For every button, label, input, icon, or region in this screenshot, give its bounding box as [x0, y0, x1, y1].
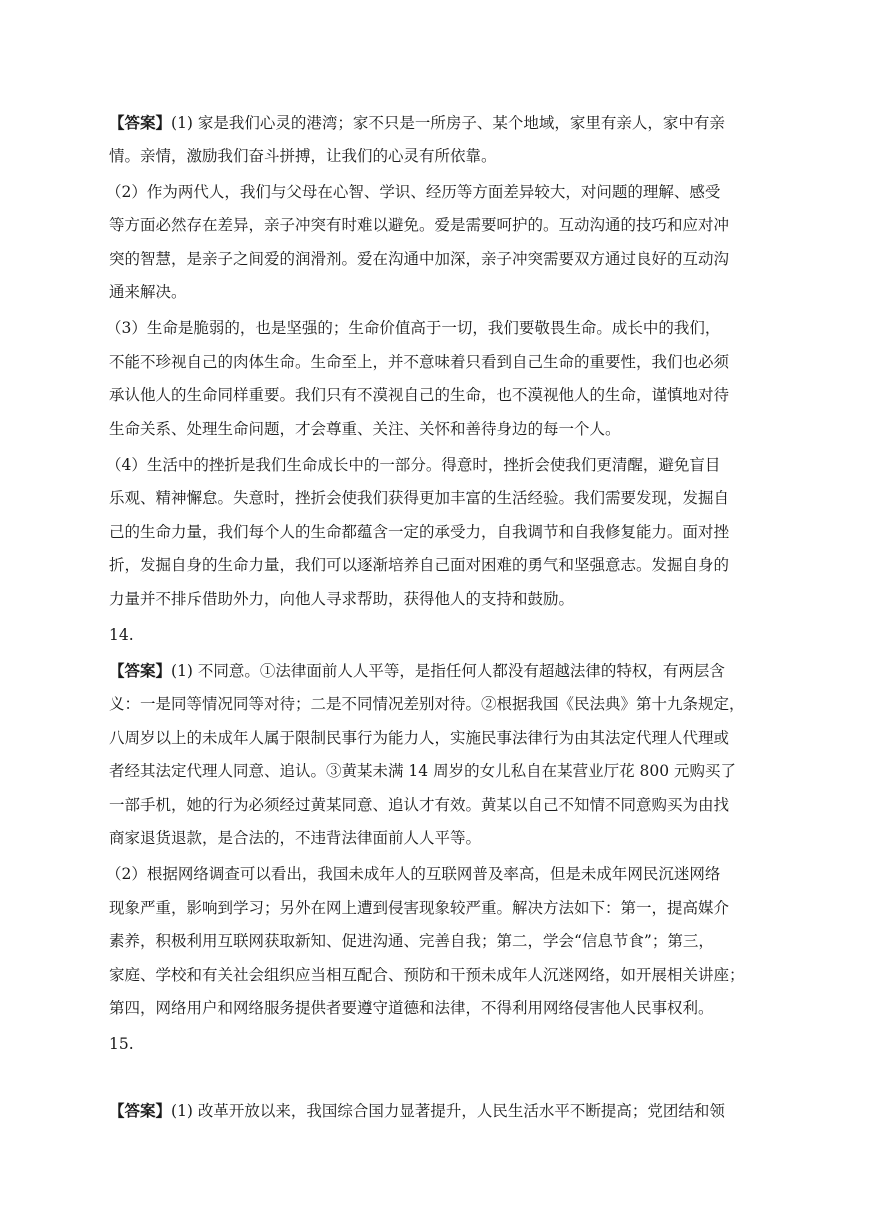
text-line: 生命关系、处理生命问题，才会尊重、关注、关怀和善待身边的每一个人。: [109, 420, 621, 438]
text-line: 现象严重，影响到学习；另外在网上遭到侵害现象较严重。解决方法如下：第一，提高媒介: [109, 899, 730, 917]
question-number: 14.: [109, 626, 134, 644]
text-line: 者经其法定代理人同意、追认。③黄某未满 14 周岁的女儿私自在某营业厅花 800 元购买了: [109, 762, 737, 780]
answer-label: 【答案】: [109, 661, 172, 680]
text-line: 力量并不排斥借助外力，向他人寻求帮助，获得他人的支持和鼓励。: [109, 590, 575, 608]
question-number: 15.: [109, 1035, 134, 1053]
text-line: 乐观、精神懈怠。失意时，挫折会使我们获得更加丰富的生活经验。我们需要发现，发掘自: [109, 489, 730, 507]
answer-text: (1) 不同意。①法律面前人人平等，是指任何人都没有超越法律的特权，有两层含: [171, 662, 725, 680]
text-line: 义：一是同等情况同等对待；二是不同情况差别对待。②根据我国《民法典》第十九条规定，: [109, 695, 745, 713]
text-line: （4）生活中的挫折是我们生命成长中的一部分。得意时，挫折会使我们更清醒，避免盲目: [106, 456, 721, 474]
answer-text: (1) 家是我们心灵的港湾；家不只是一所房子、某个地域，家里有亲人，家中有亲: [171, 114, 725, 132]
text-line: 情。亲情，激励我们奋斗拼搏，让我们的心灵有所依靠。: [109, 147, 497, 165]
text-line: （2）根据网络调查可以看出，我国未成年人的互联网普及率高，但是未成年网民沉迷网络: [106, 865, 721, 883]
answer-text: (1) 改革开放以来，我国综合国力显著提升，人民生活水平不断提高；党团结和领: [171, 1102, 725, 1120]
text-line: （3）生命是脆弱的，也是坚强的；生命价值高于一切，我们要敬畏生命。成长中的我们，: [106, 319, 721, 337]
text-line: 不能不珍视自己的肉体生命。生命至上，并不意味着只看到自己生命的重要性，我们也必须: [109, 353, 730, 371]
answer-line: [109, 660, 769, 682]
text-line: 家庭、学校和有关社会组织应当相互配合、预防和干预未成年人沉迷网络，如开展相关讲座；: [109, 966, 745, 984]
text-line: 折，发掘自身的生命力量，我们可以逐渐培养自己面对困难的勇气和坚强意志。发掘自身的: [109, 556, 730, 574]
text-line: 承认他人的生命同样重要。我们只有不漠视自己的生命，也不漠视他人的生命，谨慎地对待: [109, 386, 730, 404]
text-line: 第四，网络用户和网络服务提供者要遵守道德和法律，不得利用网络侵害他人民事权利。: [109, 999, 714, 1017]
text-line: （2）作为两代人，我们与父母在心智、学识、经历等方面差异较大，对问题的理解、感受: [106, 183, 721, 201]
answer-label: 【答案】: [109, 113, 172, 132]
text-line: 等方面必然存在差异，亲子冲突有时难以避免。爱是需要呵护的。互动沟通的技巧和应对冲: [109, 216, 730, 234]
text-line: 一部手机，她的行为必须经过黄某同意、追认才有效。黄某以自己不知情不同意购买为由找: [109, 796, 730, 814]
text-line: 商家退货退款，是合法的，不违背法律面前人人平等。: [109, 829, 482, 847]
answer-label: 【答案】: [109, 1101, 172, 1120]
text-line: 通来解决。: [109, 283, 187, 301]
text-line: 八周岁以上的未成年人属于限制民事行为能力人，实施民事法律行为由其法定代理人代理或: [109, 729, 730, 747]
text-line: 素养，积极利用互联网获取新知、促进沟通、完善自我；第二，学会“信息节食”；第三，: [109, 932, 714, 950]
answer-line: [109, 112, 769, 134]
text-line: 己的生命力量，我们每个人的生命都蕴含一定的承受力，自我调节和自我修复能力。面对挫: [109, 523, 730, 541]
answer-line: [109, 1100, 769, 1122]
text-line: 突的智慧，是亲子之间爱的润滑剂。爱在沟通中加深，亲子冲突需要双方通过良好的互动沟: [109, 250, 730, 268]
